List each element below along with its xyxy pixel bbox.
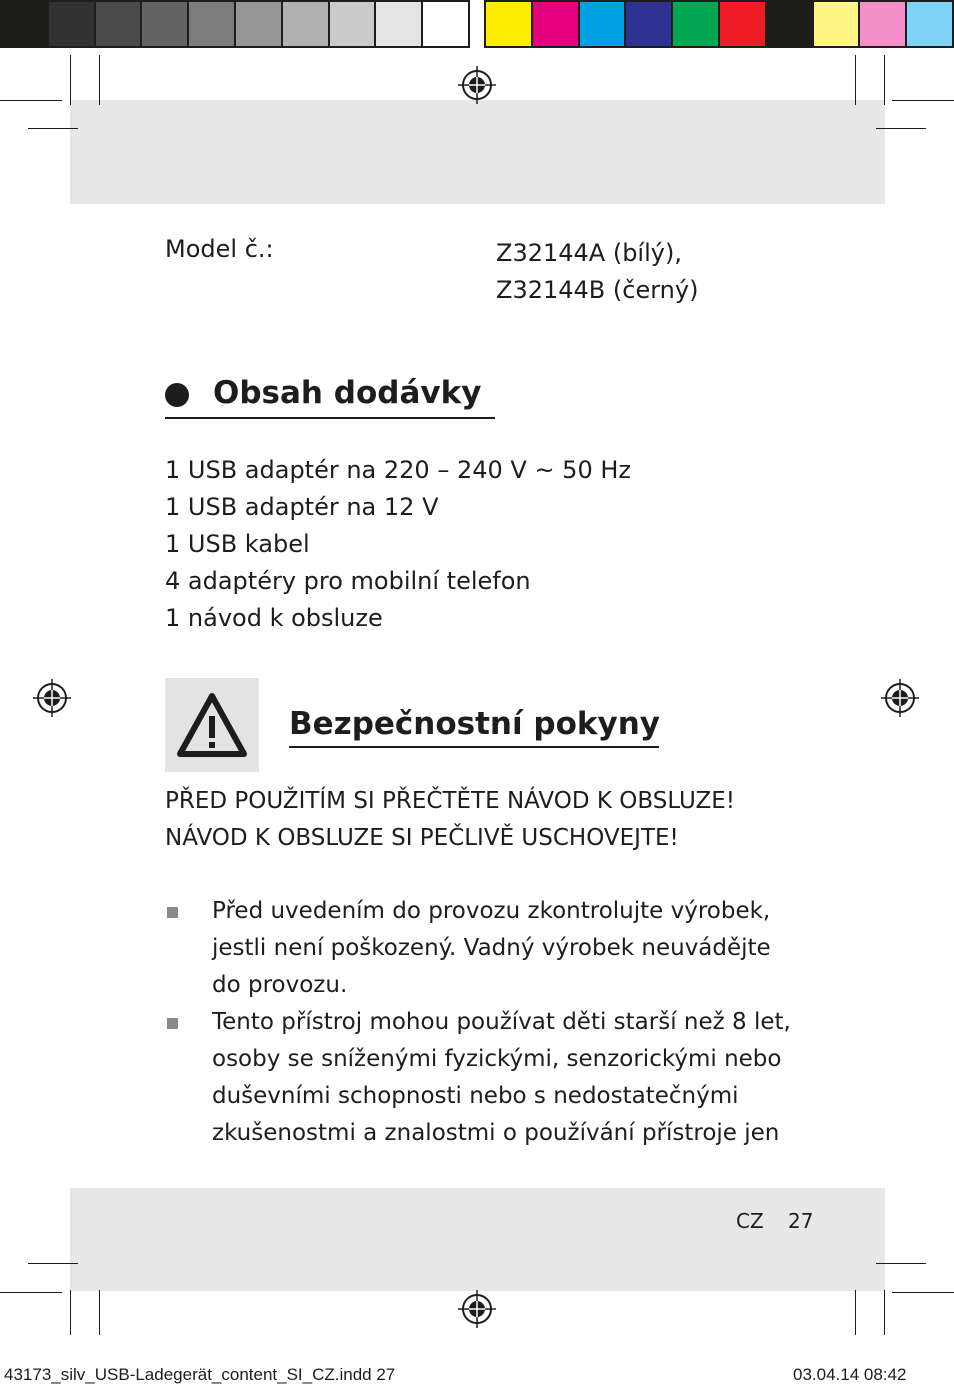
safety-heading-text: Bezpečnostní pokyny xyxy=(289,706,661,742)
slug-filename: 43173_silv_USB-Ladegerät_content_SI_CZ.indd 27 xyxy=(4,1365,396,1384)
list-item-line: zkušenostmi a znalostmi o používání přístroje jen xyxy=(212,1120,780,1146)
list-item-line: Před uvedením do provozu zkontrolujte výrobek, xyxy=(212,898,771,924)
registration-mark-icon xyxy=(458,1290,496,1328)
crop-mark xyxy=(28,1263,78,1264)
list-item-line: jestli není poškozený. Vadný výrobek neuvádějte xyxy=(212,935,771,961)
crop-mark xyxy=(876,1263,926,1264)
crop-mark xyxy=(892,1292,954,1293)
contents-list xyxy=(165,452,631,637)
color-swatch xyxy=(720,2,765,46)
caps-line: PŘED POUŽITÍM SI PŘEČTĚTE NÁVOD K OBSLUZE! xyxy=(165,788,735,814)
color-swatch xyxy=(626,2,671,46)
warning-triangle-icon xyxy=(165,678,259,772)
crop-mark xyxy=(0,100,62,101)
warning-box xyxy=(165,678,259,772)
contents-heading xyxy=(165,375,495,419)
list-item: 1 návod k obsluze xyxy=(165,604,383,632)
color-swatch xyxy=(486,2,531,46)
color-swatch xyxy=(189,2,234,46)
crop-mark xyxy=(70,55,71,105)
model-values xyxy=(496,235,698,309)
color-swatch xyxy=(423,2,468,46)
list-item-line: osoby se sníženými fyzickými, senzorickými nebo xyxy=(212,1046,782,1072)
square-bullet-icon xyxy=(167,907,178,918)
page-number: 27 xyxy=(788,1209,814,1233)
list-item: 1 USB adaptér na 12 V xyxy=(165,493,439,521)
model-value: Z32144B (černý) xyxy=(496,276,699,304)
color-swatch xyxy=(860,2,905,46)
crop-mark xyxy=(892,100,954,101)
registration-mark-icon xyxy=(33,679,71,717)
list-item xyxy=(165,893,805,1004)
list-item: 1 USB kabel xyxy=(165,530,310,558)
footer-language: CZ xyxy=(736,1209,764,1233)
safety-warning-caps xyxy=(165,783,735,857)
footer-band xyxy=(70,1188,885,1291)
slug-datetime: 03.04.14 08:42 xyxy=(793,1365,907,1384)
contents-heading-text: Obsah dodávky xyxy=(213,375,482,411)
safety-heading xyxy=(289,706,659,748)
header-band xyxy=(70,100,885,204)
grayscale-color-bar xyxy=(0,0,470,48)
list-item-line: duševními schopnosti nebo s nedostatečnými xyxy=(212,1083,739,1109)
list-item-line: Tento přístroj mohou používat děti starší než 8 let, xyxy=(212,1009,791,1035)
color-swatch xyxy=(767,2,812,46)
model-label: Model č.: xyxy=(165,235,274,263)
color-swatch xyxy=(814,2,859,46)
registration-mark-icon xyxy=(458,66,496,104)
list-item: 4 adaptéry pro mobilní telefon xyxy=(165,567,531,595)
crop-mark xyxy=(855,1290,856,1335)
color-swatch xyxy=(533,2,578,46)
color-swatch xyxy=(96,2,141,46)
list-item-line: do provozu. xyxy=(212,972,348,998)
list-item xyxy=(165,1004,805,1152)
crop-mark xyxy=(28,128,78,129)
crop-mark xyxy=(99,1290,100,1335)
color-swatch xyxy=(283,2,328,46)
color-swatch xyxy=(580,2,625,46)
crop-mark xyxy=(855,55,856,105)
safety-bullet-list xyxy=(165,893,805,1152)
color-swatch xyxy=(907,2,952,46)
crop-mark xyxy=(884,1290,885,1335)
crop-mark xyxy=(884,55,885,105)
color-swatch xyxy=(376,2,421,46)
color-swatch xyxy=(330,2,375,46)
square-bullet-icon xyxy=(167,1018,178,1029)
color-swatch xyxy=(49,2,94,46)
crop-mark xyxy=(99,55,100,105)
color-swatch xyxy=(236,2,281,46)
process-color-bar xyxy=(484,0,954,48)
list-item: 1 USB adaptér na 220 – 240 V ~ 50 Hz xyxy=(165,456,631,484)
color-swatch xyxy=(673,2,718,46)
color-swatch xyxy=(142,2,187,46)
crop-mark xyxy=(70,1290,71,1335)
caps-line: NÁVOD K OBSLUZE SI PEČLIVĚ USCHOVEJTE! xyxy=(165,825,679,851)
bullet-dot-icon xyxy=(165,383,189,407)
model-value: Z32144A (bílý), xyxy=(496,239,682,267)
color-swatch xyxy=(2,2,47,46)
crop-mark xyxy=(0,1292,62,1293)
registration-mark-icon xyxy=(881,679,919,717)
crop-mark xyxy=(876,128,926,129)
